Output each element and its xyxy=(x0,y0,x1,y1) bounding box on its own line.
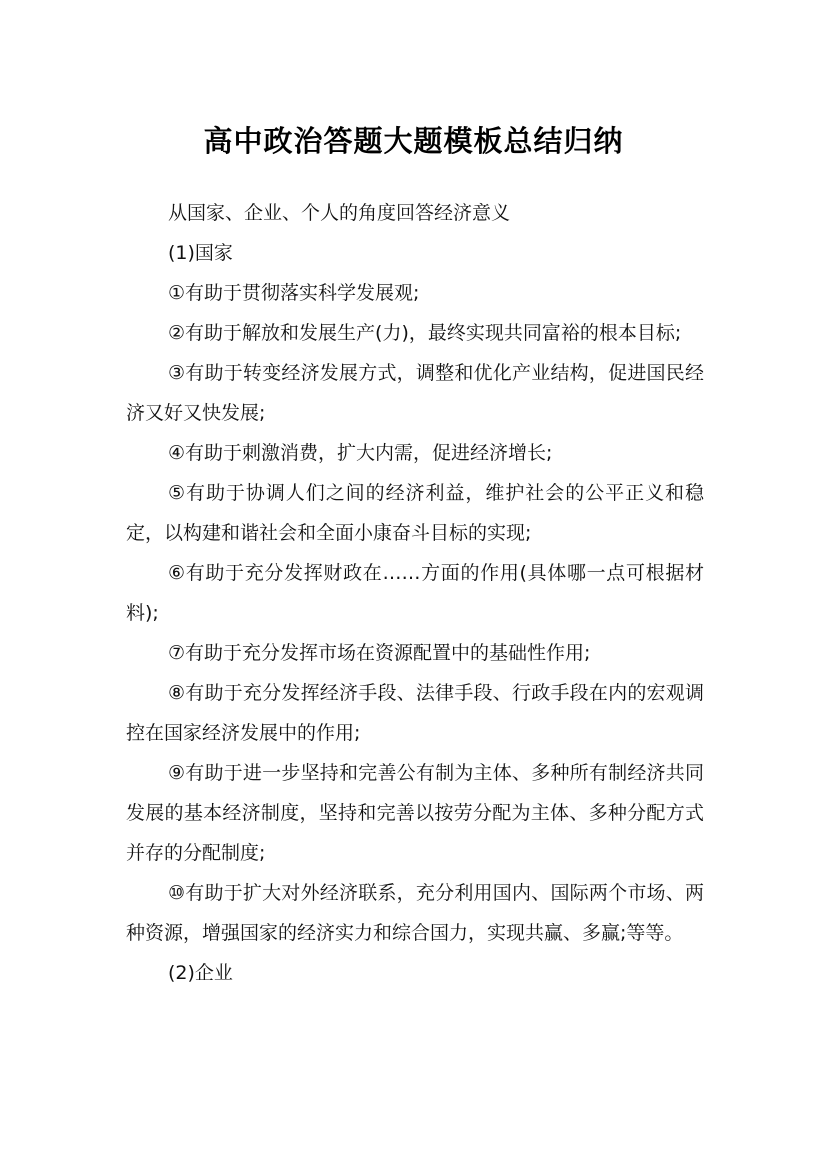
list-item: ⑤有助于协调人们之间的经济利益，维护社会的公平正义和稳定，以构建和谐社会和全面小康奋斗目标的实现; xyxy=(126,482,704,544)
list-item: ①有助于贯彻落实科学发展观; xyxy=(168,282,420,304)
list-item: ⑦有助于充分发挥市场在资源配置中的基础性作用; xyxy=(168,642,591,664)
list-item: ②有助于解放和发展生产(力)，最终实现共同富裕的根本目标; xyxy=(168,322,682,344)
document-title: 高中政治答题大题模板总结归纳 xyxy=(203,124,624,159)
list-item: ③有助于转变经济发展方式，调整和优化产业结构，促进国民经济又好又快发展; xyxy=(126,362,704,424)
list-item: ⑩有助于扩大对外经济联系，充分利用国内、国际两个市场、两种资源，增强国家的经济实力和综合国力，实现共赢、多赢;等等。 xyxy=(126,882,704,944)
list-item: ④有助于刺激消费，扩大内需，促进经济增长; xyxy=(168,442,553,464)
list-item: ⑧有助于充分发挥经济手段、法律手段、行政手段在内的宏观调控在国家经济发展中的作用; xyxy=(126,682,704,744)
section-heading-country: (1)国家 xyxy=(168,242,233,264)
document-body xyxy=(126,193,704,993)
paragraph-intro: 从国家、企业、个人的角度回答经济意义 xyxy=(168,202,511,224)
section-heading-enterprise: (2)企业 xyxy=(168,962,233,984)
list-item: ⑥有助于充分发挥财政在……方面的作用(具体哪一点可根据材料); xyxy=(126,562,704,624)
list-item: ⑨有助于进一步坚持和完善公有制为主体、多种所有制经济共同发展的基本经济制度，坚持和完善以按劳分配为主体、多种分配方式并存的分配制度; xyxy=(126,762,704,864)
